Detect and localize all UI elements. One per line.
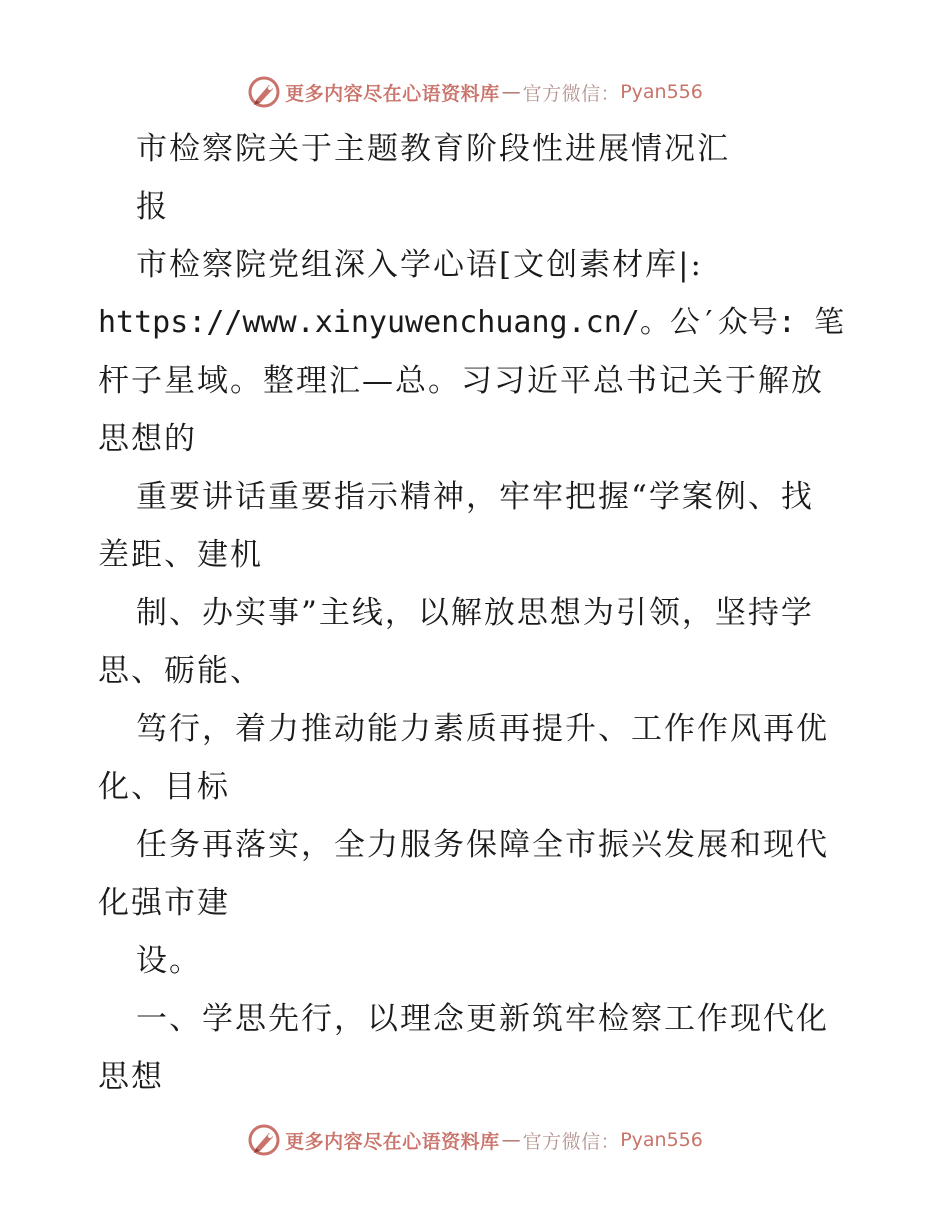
pen-logo-icon xyxy=(247,1123,281,1157)
pen-logo-icon xyxy=(247,75,281,109)
section-heading-line: 思想 xyxy=(98,1059,164,1095)
paragraph-line: 差距、建机 xyxy=(98,537,263,573)
footer-banner xyxy=(0,1120,950,1160)
banner-separator: — xyxy=(501,1129,521,1151)
paragraph-line: 任务再落实，全力服务保障全市振兴发展和现代 xyxy=(136,827,829,863)
header-banner xyxy=(0,72,950,112)
section-heading-line: 一、学思先行，以理念更新筑牢检察工作现代化 xyxy=(136,1001,829,1037)
paragraph-line: 市检察院党组深入学心语[文创素材库|: xyxy=(136,247,703,283)
paragraph-line: 制、办实事”主线，以解放思想为引领，坚持学 xyxy=(136,595,814,631)
paragraph-line: 思、砺能、 xyxy=(98,653,263,689)
paragraph-line: 化强市建 xyxy=(98,885,230,921)
paragraph-line: 杆子星域。整理汇—总。习习近平总书记关于解放 xyxy=(98,363,824,399)
banner-contact-id: Pyan556 xyxy=(620,1129,703,1151)
paragraph-line: 思想的 xyxy=(98,421,197,457)
paragraph-line: 化、目标 xyxy=(98,769,230,805)
banner-contact-id: Pyan556 xyxy=(620,81,703,103)
paragraph-line: 重要讲话重要指示精神，牢牢把握“学案例、找 xyxy=(136,479,814,515)
banner-text: 更多内容尽在心语资料库 xyxy=(285,1130,500,1153)
paragraph-line: https://www.xinyuwenchuang.cn/。公′众号: 笔 xyxy=(98,305,845,340)
document-body xyxy=(98,120,858,1106)
title-line: 报 xyxy=(136,189,169,225)
banner-text: 更多内容尽在心语资料库 xyxy=(285,82,500,105)
banner-contact-label: 官方微信： xyxy=(522,82,621,105)
paragraph-line: 设。 xyxy=(136,943,202,979)
paragraph-line: 笃行，着力推动能力素质再提升、工作作风再优 xyxy=(136,711,829,747)
title-line: 市检察院关于主题教育阶段性进展情况汇 xyxy=(136,131,730,167)
banner-separator: — xyxy=(501,81,521,103)
banner-contact-label: 官方微信： xyxy=(522,1130,621,1153)
